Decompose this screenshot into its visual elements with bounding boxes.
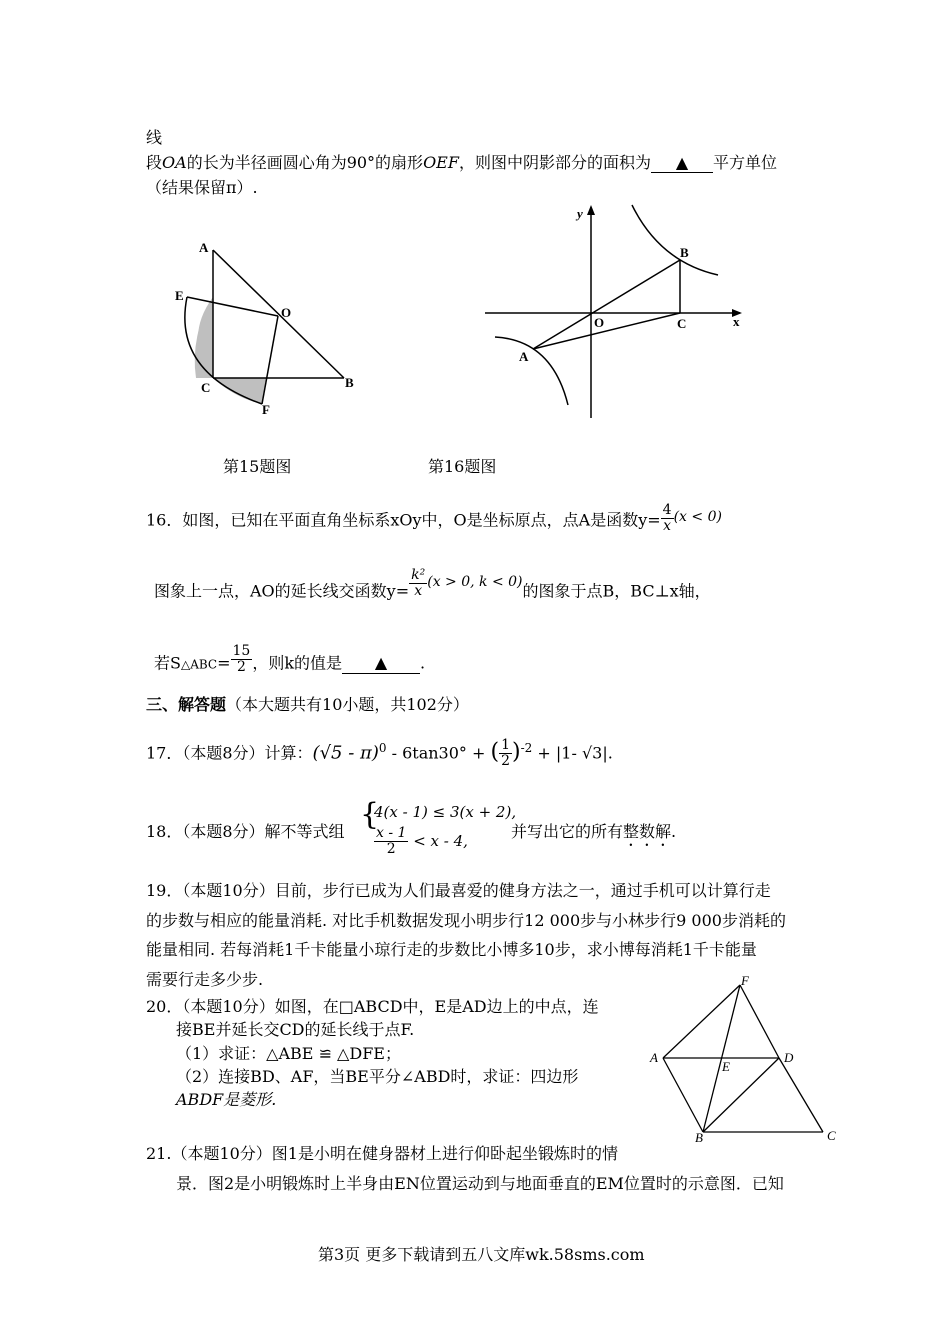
- fig20-label-F: F: [741, 973, 749, 988]
- fig15-label-E: E: [175, 288, 184, 303]
- q19-line1: 19．（本题10分）目前，步行已成为人们最喜爱的健身方法之一，通过手机可以计算行走: [146, 881, 771, 900]
- q20-line2: 接BE并延长交CD的延长线于点F.: [176, 1020, 415, 1039]
- q16-line2: 图象上一点，AO的延长线交函数y= $\frac{\text{k²}}{x}$ (x > 0, k < 0)的图象于点B，BC⊥x轴，: [154, 567, 711, 601]
- q20-line5: ABDF是菱形.: [176, 1090, 277, 1109]
- section3-heading: 三、解答题（本大题共有10小题，共102分）: [146, 695, 469, 714]
- fig15-caption: 第15题图: [223, 457, 292, 476]
- fig16-caption: 第16题图: [428, 457, 497, 476]
- fig20-label-A: A: [650, 1050, 658, 1065]
- fig15-label-F: F: [262, 402, 270, 417]
- q16-line1: 16．如图，已知在平面直角坐标系xOy中，O是坐标原点，点A是函数y= $\frac{4}{x}$ (x < 0): [146, 502, 722, 535]
- q19-line2: 的步数与相应的能量消耗. 对比手机数据发现小明步行12 000步与小林步行9 000步消耗的: [146, 911, 786, 930]
- q20-line4: （2）连接BD、AF，当BE平分∠ABD时，求证：四边形: [176, 1067, 579, 1086]
- q18-brace: {: [360, 797, 380, 832]
- fig15-label-A: A: [199, 240, 209, 255]
- q18-ineq1: 4(x - 1) ≤ 3(x + 2),: [374, 803, 517, 821]
- fig15-diagram: [175, 240, 354, 417]
- q18-tail: 并写出它的所有整数解.: [511, 822, 677, 841]
- q21-line1: 21.（本题10分）图1是小明在健身器材上进行仰卧起坐锻炼时的情: [146, 1144, 618, 1163]
- line-fragment: 线: [146, 128, 163, 147]
- fig15-label-B: B: [345, 375, 354, 390]
- q20-line3: （1）求证：△ABE ≌ △DFE；: [176, 1044, 401, 1063]
- q16-line3: 若S△ABC= $\frac{15}{2}$ ，则k的值是 ▲ .: [154, 643, 426, 676]
- fig20-label-E: E: [722, 1059, 730, 1074]
- fig20-label-D: D: [784, 1050, 794, 1065]
- q16-answer-blank: ▲: [342, 653, 420, 673]
- q15-line1: 段OA的长为半径画圆心角为90°的扇形OEF，则图中阴影部分的面积为 ▲ 平方单位: [146, 153, 777, 172]
- q20-line1: 20．（本题10分）如图，在□ABCD中，E是AD边上的中点，连: [146, 997, 599, 1016]
- fig16-diagram: [485, 205, 742, 418]
- q21-line2: 景．图2是小明锻炼时上半身由EN位置运动到与地面垂直的EM位置时的示意图．已知: [176, 1174, 784, 1193]
- q15-line2: （结果保留π）.: [146, 178, 258, 197]
- q17: 17．（本题8分）计算：(√5 - π)$^0$ - 6tan30° + ( $\frac{1}{2}$ )$^{-2}$ + |1- √3|.: [146, 737, 613, 770]
- fig16-label-y: y: [577, 206, 583, 221]
- fig20-diagram: [649, 973, 836, 1145]
- q19-line4: 需要行走多少步.: [146, 970, 264, 989]
- fig20-label-C: C: [827, 1128, 836, 1143]
- q18-label: 18．（本题8分）解不等式组: [146, 822, 345, 841]
- q15-answer-blank: ▲: [651, 153, 713, 173]
- page-footer: 第3页 更多下载请到五八文库wk.58sms.com: [318, 1245, 645, 1264]
- fig16-label-x: x: [733, 314, 740, 329]
- fig16-label-O: O: [594, 315, 605, 330]
- fig15-label-O: O: [281, 305, 292, 320]
- fig16-label-A: A: [519, 349, 529, 364]
- fig15-label-C: C: [201, 380, 211, 395]
- fig15-shade-bottom: [213, 378, 266, 404]
- fig16-label-C: C: [677, 316, 687, 331]
- fig20-label-B: B: [695, 1130, 703, 1145]
- q18-ineq2: $\frac{x - 1}{2}$ < x - 4,: [376, 825, 468, 858]
- q19-line3: 能量相同. 若每消耗1千卡能量小琼行走的步数比小博多10步，求小博每消耗1千卡能量: [146, 940, 757, 959]
- fig16-label-B: B: [680, 245, 689, 260]
